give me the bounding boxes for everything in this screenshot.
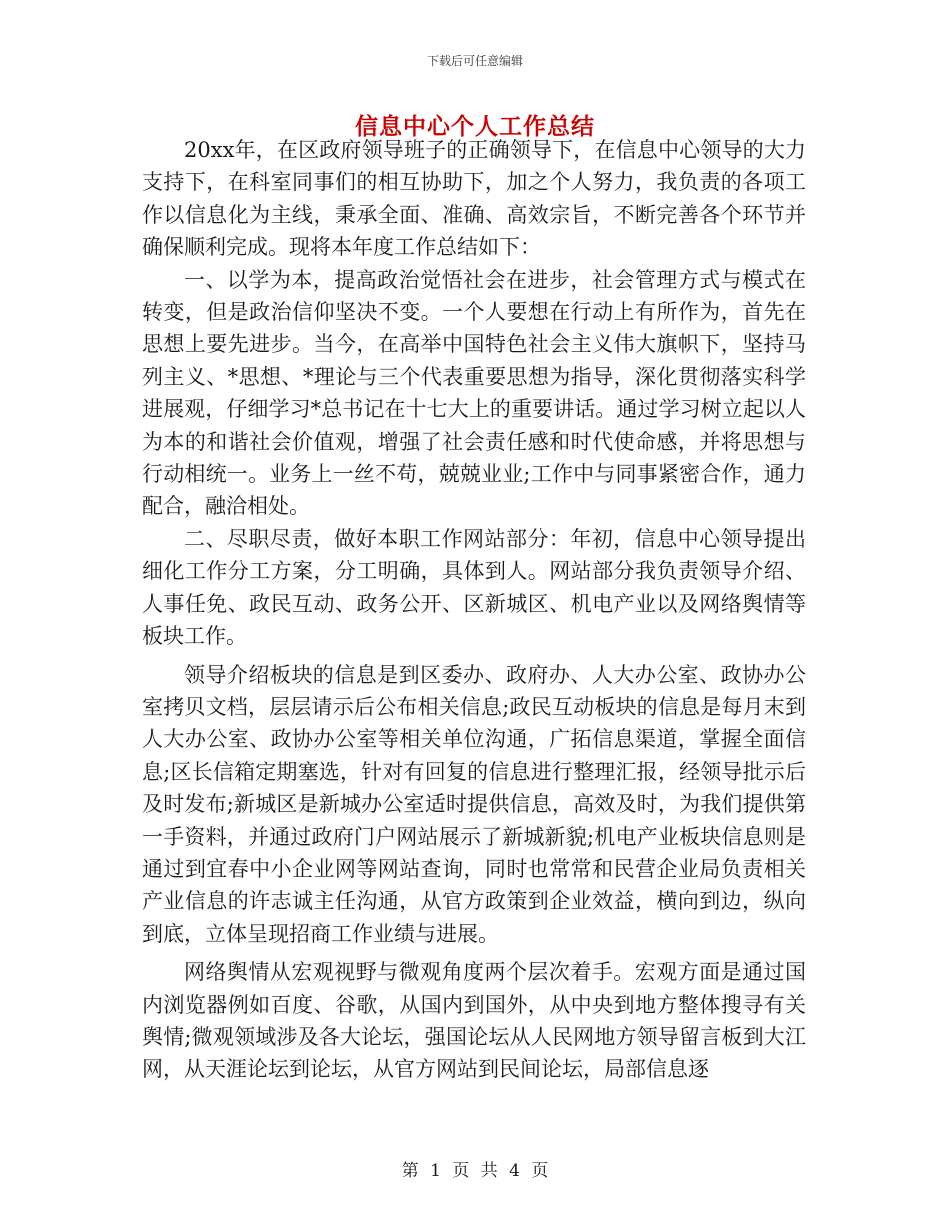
paragraph-section-two: 二、尽职尽责，做好本职工作网站部分：年初，信息中心领导提出细化工作分工方案，分工明确，具体到人。网站部分我负责领导介绍、人事任免、政民互动、政务公开、区新城区、机电产业以及网络舆情等板块工作。 — [142, 526, 806, 649]
header-note: 下载后可任意编辑 — [426, 54, 523, 68]
paragraph-leadership-intro: 领导介绍板块的信息是到区委办、政府办、人大办公室、政协办公室拷贝文档，层层请示后公布相关信息;政民互动板块的信息是每月末到人大办公室、政协办公室等相关单位沟通，广拓信息渠道，掌握全面信息;区长信箱定期塞选，针对有回复的信息进行整理汇报，经领导批示后及时发布;新城区是新城办公室适时提供信息，高效及时，为我们提供第一手资料，并通过政府门户网站展示了新城新貌;机电产业板块信息则是通过到宜春中小企业网等网站查询，同时也常常和民营企业局负责相关产业信息的许志诚主任沟通，从官方政策到企业效益，横向到边，纵向到底，立体呈现招商工作业绩与进展。 — [142, 662, 806, 946]
document-title: 信息中心个人工作总结 — [355, 113, 595, 140]
document-body — [142, 134, 806, 1086]
page-footer: 第 1 页 共 4 页 — [401, 1161, 549, 1181]
paragraph-section-one: 一、以学为本，提高政治觉悟社会在进步，社会管理方式与模式在转变，但是政治信仰坚决不变。一个人要想在行动上有所作为，首先在思想上要先进步。当今，在高举中国特色社会主义伟大旗帜下，坚持马列主义、*思想、*理论与三个代表重要思想为指导，深化贯彻落实科学进展观，仔细学习*总书记在十七大上的重要讲话。通过学习树立起以人为本的和谐社会价值观，增强了社会责任感和时代使命感，并将思想与行动相统一。业务上一丝不苟，兢兢业业;工作中与同事紧密合作，通力配合，融洽相处。 — [142, 267, 806, 519]
paragraph-network-opinion: 网络舆情从宏观视野与微观角度两个层次着手。宏观方面是通过国内浏览器例如百度、谷歌，从国内到国外，从中央到地方整体搜寻有关舆情;微观领域涉及各大论坛，强国论坛从人民网地方领导留言板到大江网，从天涯论坛到论坛，从官方网站到民间论坛，局部信息逐 — [142, 960, 806, 1082]
paragraph-intro: 20xx年，在区政府领导班子的正确领导下，在信息中心领导的大力支持下，在科室同事们的相互协助下，加之个人努力，我负责的各项工作以信息化为主线，秉承全面、准确、高效宗旨，不断完善各个环节并确保顺利完成。现将本年度工作总结如下： — [142, 138, 806, 260]
